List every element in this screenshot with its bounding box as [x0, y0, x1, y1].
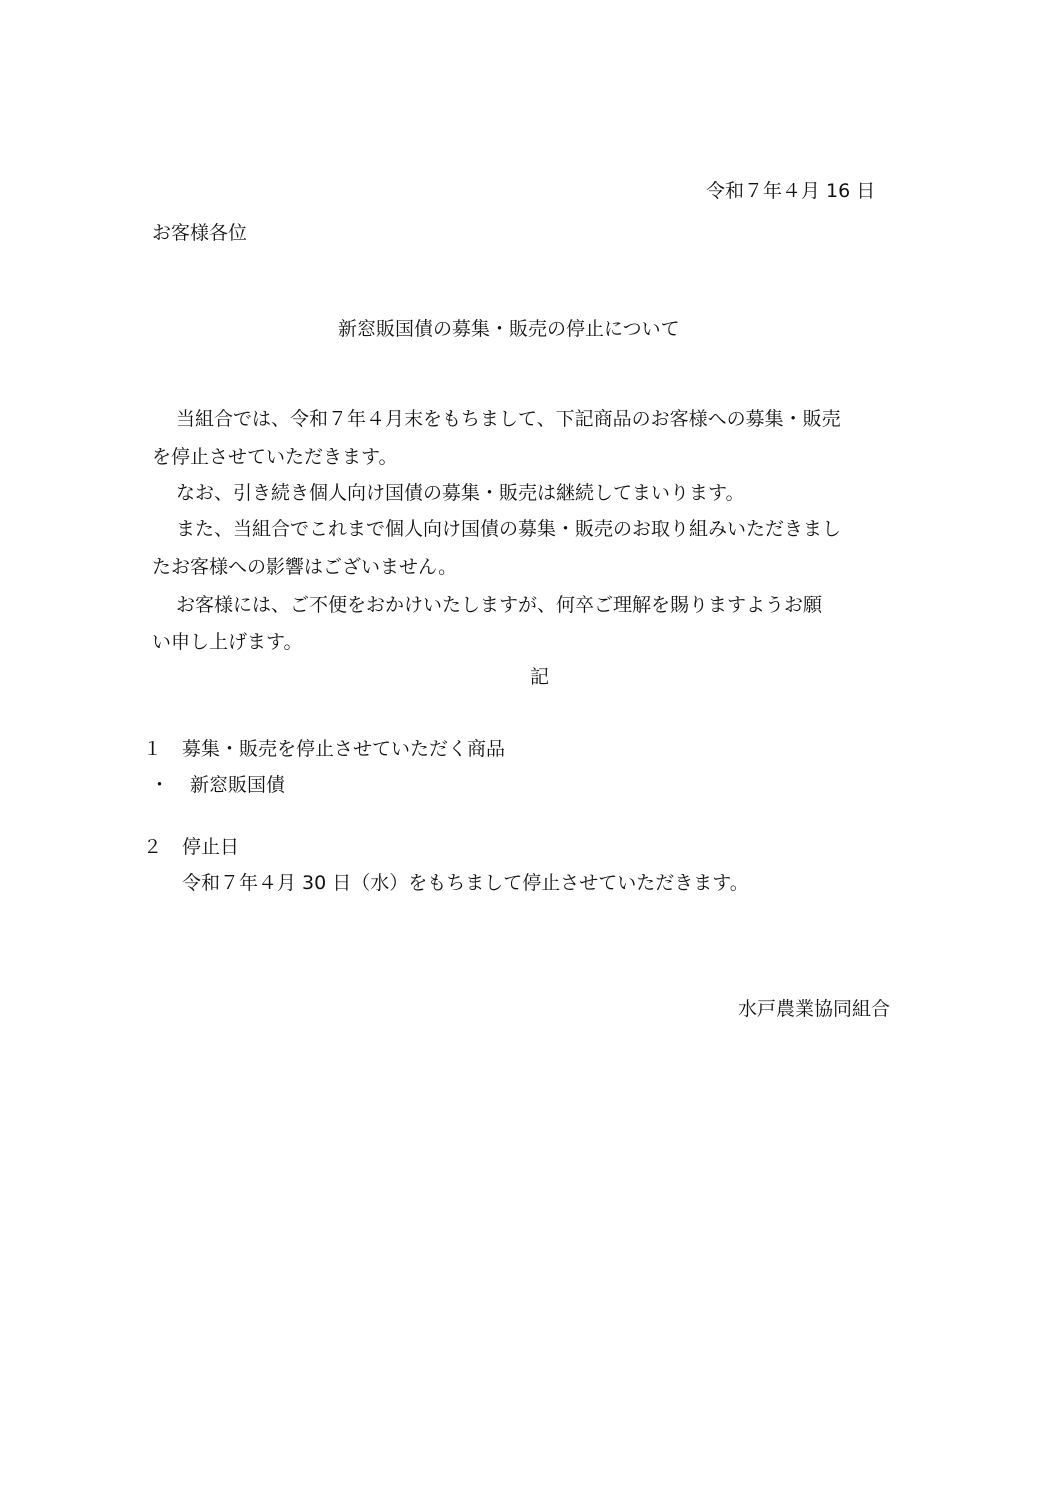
item-2-number: ２	[143, 836, 163, 858]
item-1-detail: 新窓販国債	[190, 774, 286, 796]
organization-name: 水戸農業協同組合	[738, 998, 891, 1020]
document-title: 新窓販国債の募集・販売の停止について	[338, 318, 680, 340]
body-line-3: なお、引き続き個人向け国債の募集・販売は継続してまいります。	[176, 482, 745, 504]
item-1-number: １	[143, 738, 163, 760]
body-line-6: お客様には、ご不便をおかけいたしますが、何卒ご理解を賜りますようお願	[176, 594, 823, 616]
body-line-7: い申し上げます。	[152, 631, 303, 653]
body-line-2: を停止させていただきます。	[152, 446, 398, 468]
body-line-4: また、当組合でこれまで個人向け国債の募集・販売のお取り組みいただきまし	[176, 518, 842, 540]
ki-heading: 記	[530, 666, 550, 688]
item-1-label: 募集・販売を停止させていただく商品	[182, 738, 506, 760]
item-2-label: 停止日	[182, 836, 240, 858]
item-1-bullet: ・	[150, 774, 170, 796]
addressee: お客様各位	[152, 222, 248, 244]
document-date: 令和７年４月 16 日	[706, 180, 876, 202]
body-line-5: たお客様への影響はございません。	[152, 556, 458, 578]
item-2-detail: 令和７年４月 30 日（水）をもちまして停止させていただきます。	[182, 872, 749, 894]
body-line-1: 当組合では、令和７年４月末をもちまして、下記商品のお客様への募集・販売	[176, 408, 841, 430]
